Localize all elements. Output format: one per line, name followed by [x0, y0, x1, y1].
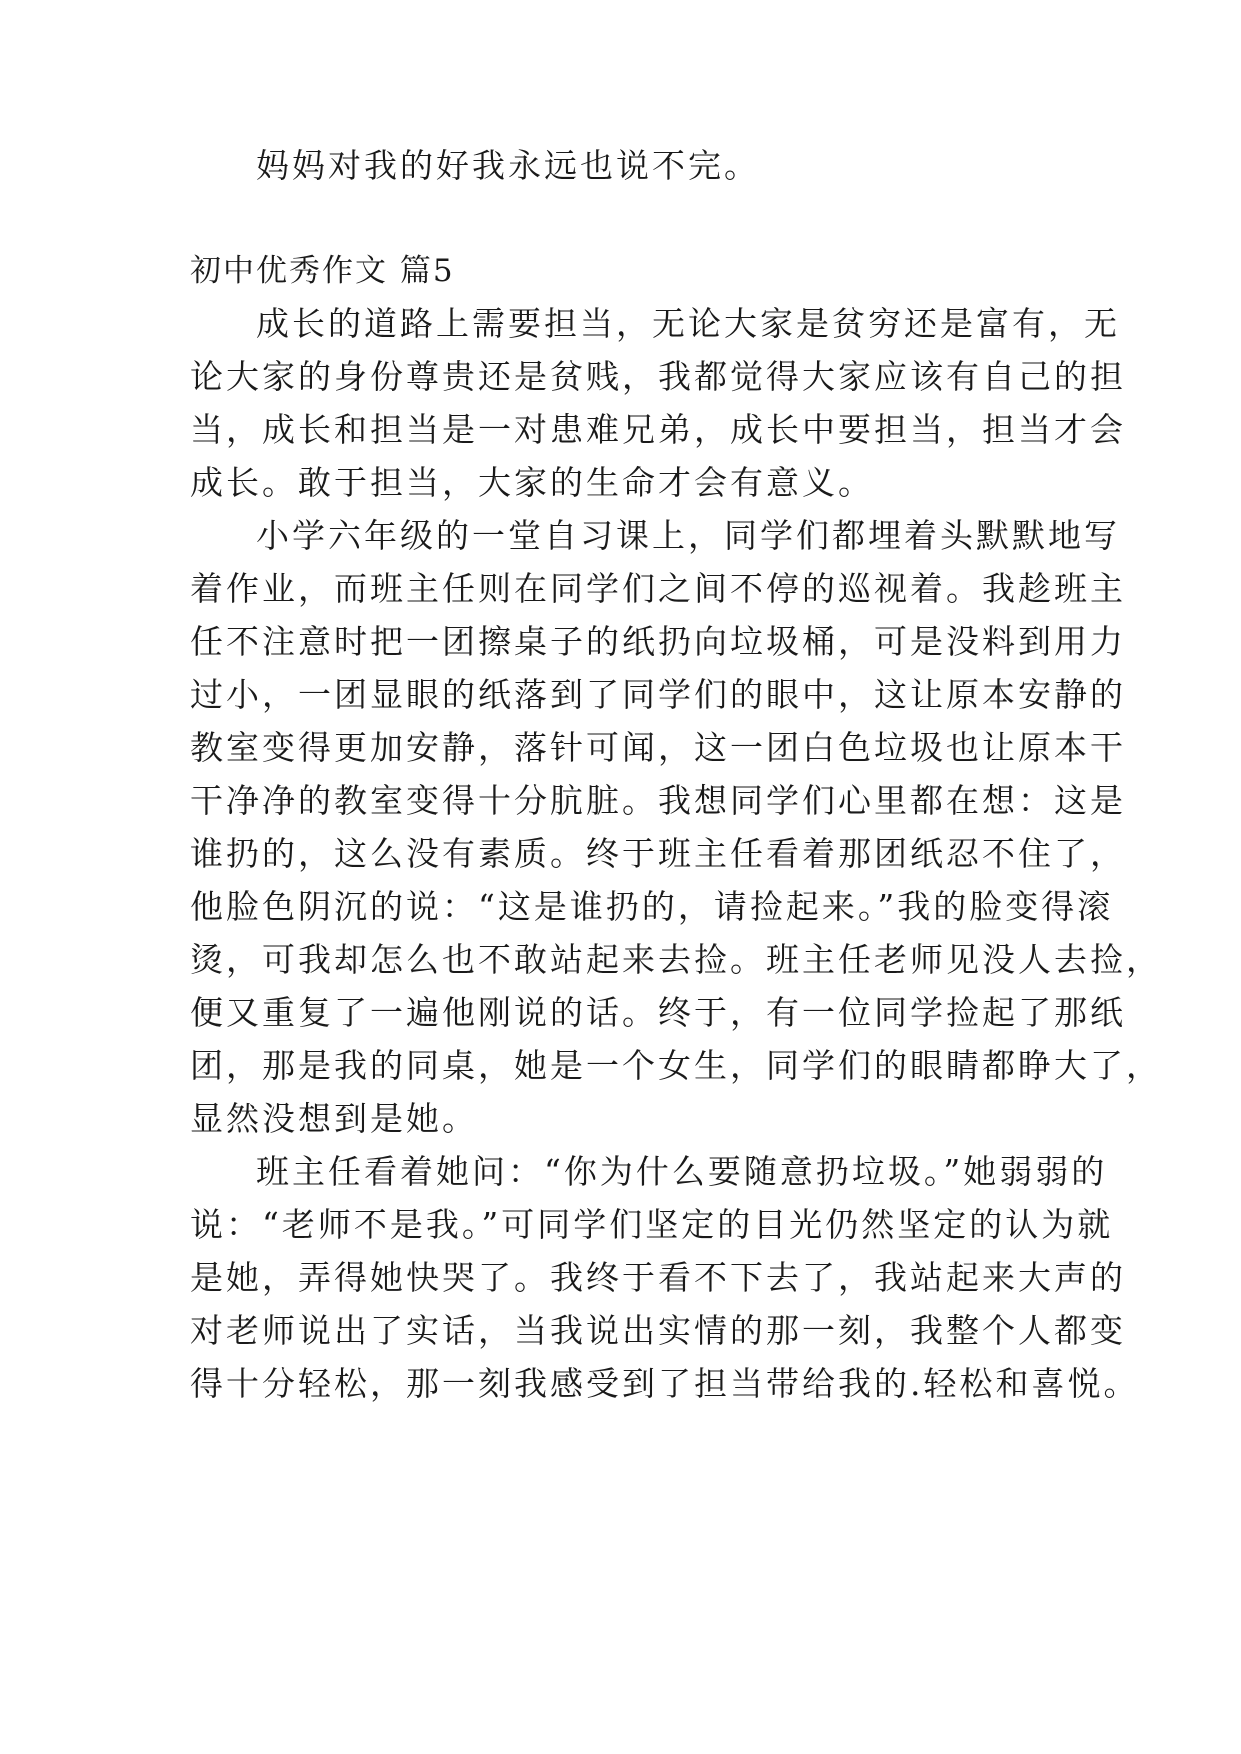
paragraph-line: 显然没想到是她。 — [190, 1099, 478, 1138]
paragraph-line: 论大家的身份尊贵还是贫贱，我都觉得大家应该有自己的担 — [190, 357, 1126, 396]
paragraph-line: 团，那是我的同桌，她是一个女生，同学们的眼睛都睁大了， — [190, 1046, 1162, 1085]
paragraph-line: 妈妈对我的好我永远也说不完。 — [256, 146, 760, 185]
paragraph-line: 任不注意时把一团擦桌子的纸扔向垃圾桶，可是没料到用力 — [190, 622, 1126, 661]
paragraph-line: 成长。敢于担当，大家的生命才会有意义。 — [190, 463, 874, 502]
paragraph-line: 对老师说出了实话，当我说出实情的那一刻，我整个人都变 — [190, 1311, 1126, 1350]
paragraph-line: 说：“老师不是我。”可同学们坚定的目光仍然坚定的认为就 — [190, 1205, 1114, 1244]
paragraph-line: 得十分轻松，那一刻我感受到了担当带给我的.轻松和喜悦。 — [190, 1364, 1140, 1403]
paragraph-line: 小学六年级的一堂自习课上，同学们都埋着头默默地写 — [256, 516, 1120, 555]
paragraph-line: 教室变得更加安静，落针可闻，这一团白色垃圾也让原本干 — [190, 728, 1126, 767]
paragraph-line: 便又重复了一遍他刚说的话。终于，有一位同学捡起了那纸 — [190, 993, 1126, 1032]
paragraph-line: 干净净的教室变得十分肮脏。我想同学们心里都在想：这是 — [190, 781, 1126, 820]
paragraph-line: 是她，弄得她快哭了。我终于看不下去了，我站起来大声的 — [190, 1258, 1126, 1297]
paragraph-line: 着作业，而班主任则在同学们之间不停的巡视着。我趁班主 — [190, 569, 1126, 608]
section-title: 初中优秀作文 篇5 — [190, 253, 455, 289]
paragraph-line: 他脸色阴沉的说：“这是谁扔的，请捡起来。”我的脸变得滚 — [190, 887, 1114, 926]
paragraph-line: 烫，可我却怎么也不敢站起来去捡。班主任老师见没人去捡， — [190, 940, 1162, 979]
paragraph-line: 成长的道路上需要担当，无论大家是贫穷还是富有，无 — [256, 304, 1120, 343]
paragraph-line: 班主任看着她问：“你为什么要随意扔垃圾。”她弱弱的 — [256, 1152, 1108, 1191]
paragraph-line: 当，成长和担当是一对患难兄弟，成长中要担当，担当才会 — [190, 410, 1126, 449]
paragraph-line: 过小，一团显眼的纸落到了同学们的眼中，这让原本安静的 — [190, 675, 1126, 714]
paragraph-line: 谁扔的，这么没有素质。终于班主任看着那团纸忍不住了， — [190, 834, 1126, 873]
